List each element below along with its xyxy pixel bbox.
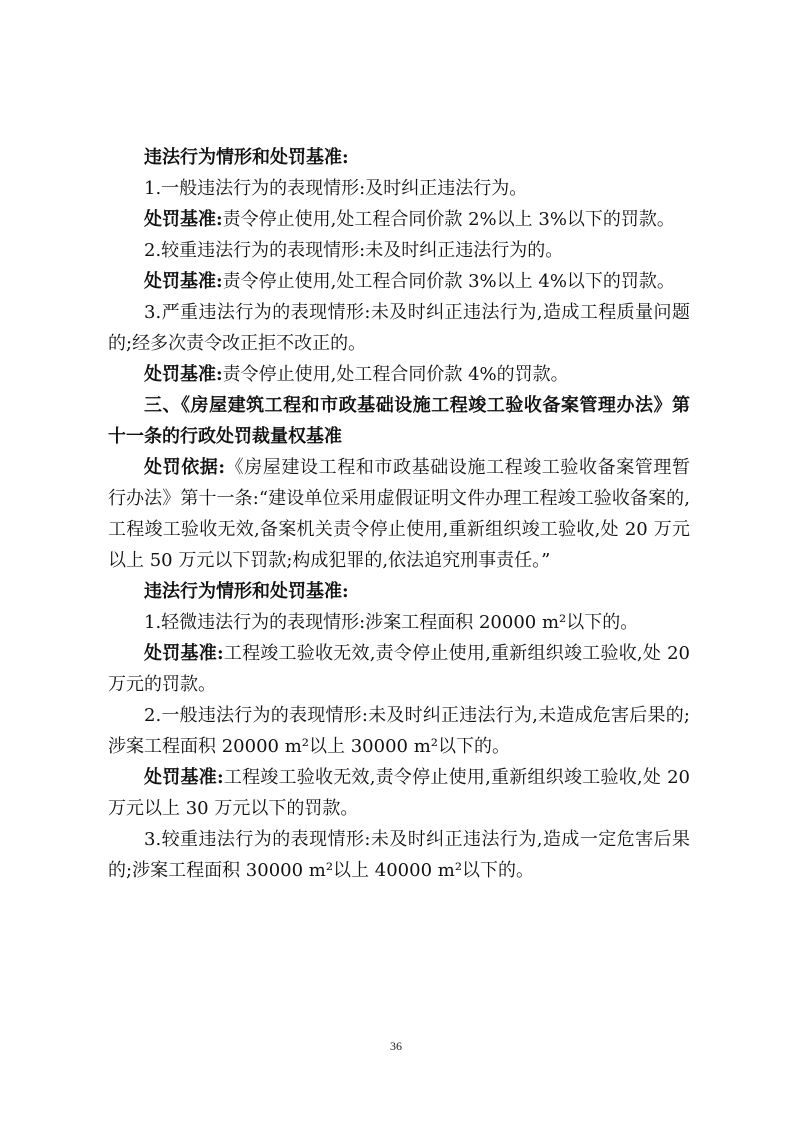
penalty-paragraph: [108, 266, 690, 297]
violation-item: 2.较重违法行为的表现情形:未及时纠正违法行为的。: [144, 240, 564, 261]
document-body: [108, 142, 690, 886]
legal-basis-text: 《房屋建设工程和市政基础设施工程竣工验收备案管理暂行办法》第十一条:“建设单位采用虚假证明文件办理工程竣工验收备案的,工程竣工验收无效,备案机关责令停止使用,重新组织竣工验收,处 20 万元以上 50 万元以下罚款;构成犯罪的,依法追究刑事责任。”: [108, 457, 690, 571]
penalty-label: 处罚基准:: [144, 643, 224, 664]
penalty-text: 责令停止使用,处工程合同价款 3%以上 4%以下的罚款。: [222, 271, 675, 292]
legal-basis-label: 处罚依据:: [144, 457, 226, 478]
violation-item: 3.严重违法行为的表现情形:未及时纠正违法行为,造成工程质量问题的;经多次责令改正拒不改正的。: [108, 302, 690, 354]
penalty-label: 处罚基准:: [144, 767, 224, 788]
violation-item: 1.一般违法行为的表现情形:及时纠正违法行为。: [144, 178, 528, 199]
violation-item: 3.较重违法行为的表现情形:未及时纠正违法行为,造成一定危害后果的;涉案工程面积 30000 m²以上 40000 m²以下的。: [108, 829, 690, 881]
page-number: 36: [390, 1039, 402, 1053]
penalty-paragraph: [108, 359, 690, 390]
violation-item: 1.轻微违法行为的表现情形:涉案工程面积 20000 m²以下的。: [144, 612, 639, 633]
penalty-label: 处罚基准:: [144, 271, 223, 292]
penalty-label: 处罚基准:: [144, 209, 223, 230]
violation-item: 2.一般违法行为的表现情形:未及时纠正违法行为,未造成危害后果的;涉案工程面积 20000 m²以上 30000 m²以下的。: [108, 705, 690, 757]
section-title: 三、《房屋建筑工程和市政基础设施工程竣工验收备案管理办法》第十一条的行政处罚裁量权基准: [108, 395, 690, 447]
penalty-label: 处罚基准:: [144, 364, 223, 385]
section-heading: 违法行为情形和处罚基准:: [144, 147, 349, 168]
legal-basis-paragraph: [108, 452, 690, 576]
penalty-text: 责令停止使用,处工程合同价款 2%以上 3%以下的罚款。: [222, 209, 675, 230]
penalty-text: 责令停止使用,处工程合同价款 4%的罚款。: [222, 364, 569, 385]
section-heading: 违法行为情形和处罚基准:: [144, 581, 349, 602]
penalty-text: 工程竣工验收无效,责令停止使用,重新组织竣工验收,处 20 万元以上 30 万元以下的罚款。: [108, 767, 690, 819]
penalty-paragraph: [108, 638, 690, 700]
penalty-text: 工程竣工验收无效,责令停止使用,重新组织竣工验收,处 20 万元的罚款。: [108, 643, 690, 695]
penalty-paragraph: [108, 204, 690, 235]
penalty-paragraph: [108, 762, 690, 824]
